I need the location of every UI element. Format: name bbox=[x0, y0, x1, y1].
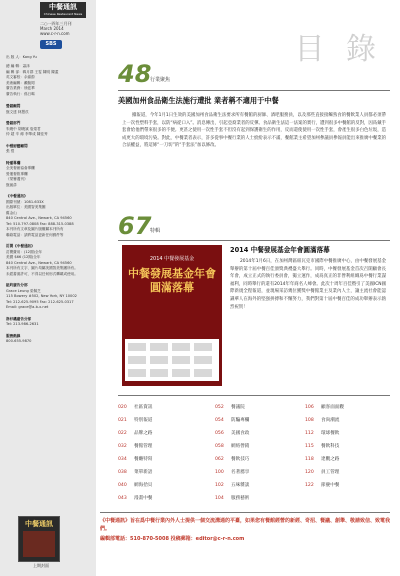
index-page-number: 032 bbox=[118, 444, 127, 449]
section-line: 800-655-9870 bbox=[6, 339, 32, 343]
index-title: 餐館管理 bbox=[134, 444, 153, 449]
index-title: 餐飲科技 bbox=[321, 444, 340, 449]
index-page-number: 022 bbox=[118, 431, 127, 436]
section-line: 未經書面許可，不得以任何形式轉載或使用。 bbox=[6, 271, 78, 276]
index-page-number: 112 bbox=[305, 431, 314, 436]
section-line: 《榮譽週刊》 bbox=[6, 177, 28, 181]
index-item[interactable] bbox=[118, 417, 152, 423]
footer-divider bbox=[100, 512, 390, 513]
section-line: 本刊所有文章及圖片版權屬本刊所有 bbox=[6, 227, 64, 231]
article2-headline[interactable]: 2014 中餐發展基金年會圓滿落幕 bbox=[230, 246, 330, 254]
article2-page-number: 67 bbox=[118, 212, 152, 240]
section-title: 特邀專欄 bbox=[6, 160, 21, 165]
section-line: 國際刊號：1081-633X bbox=[6, 199, 44, 204]
section-line: 甄嵐彥 bbox=[6, 182, 17, 187]
section-line: 訂閱費用：(12期)全年 bbox=[6, 249, 43, 254]
index-title: 五味雜談 bbox=[231, 483, 250, 488]
issue-cn: 二○一四年三月刊 bbox=[40, 21, 72, 26]
article2-body: 2014年1月6日，在加州灣區紐瓦克市國際中餐推廣中心，由中餐發展基金舉辦的第十屆中餐百佳頒獎典禮盛大舉行。同時，中餐發展基金首次召開顧會長年會，成立正式的執行委員會，獨立運作，成爲真正的非營利組織爲中餐行業謀福利，同時舉行的還有2014年年商名人峰會。此次十周年百佳暨引了美國ICN國際新規全程報道，並現場采訪幾位獲獎中餐館業主及業內人士，讓主流社會能認識華人在海外的堅强拼搏和不懈努力，我們對第十屆中餐百佳的成功舉辦表示熱烈祝賀！ bbox=[230, 259, 386, 310]
index-item[interactable] bbox=[118, 443, 152, 449]
section-line: 仲 超 辛 蒔 李華成 陳佳秀 bbox=[6, 132, 48, 136]
index-title: 食尚潮流 bbox=[321, 418, 340, 423]
index-title: 餐議院 bbox=[231, 405, 245, 410]
publisher-line: 出 版 人：Kong Yu bbox=[6, 55, 37, 59]
masthead-section bbox=[6, 283, 92, 311]
index-item[interactable] bbox=[118, 495, 152, 501]
index-page-number: 058 bbox=[215, 444, 224, 449]
section-line: 美國 $66 (12期)全年 bbox=[6, 255, 41, 259]
logo-title: 中餐通訊 bbox=[49, 3, 77, 11]
index-title: 員工管理 bbox=[321, 470, 340, 475]
section-line: Email: grace@a-b-x.net bbox=[6, 305, 49, 309]
index-title: 環球餐飲 bbox=[321, 431, 340, 436]
index-page-number: 122 bbox=[305, 483, 314, 488]
index-item[interactable] bbox=[215, 495, 249, 501]
index-item[interactable] bbox=[215, 443, 249, 449]
masthead-section bbox=[6, 104, 92, 115]
index-item[interactable] bbox=[215, 417, 249, 423]
section-line: 本刊所有文字、圖片均屬美國智美集團所有。 bbox=[6, 266, 78, 270]
index-title: 漫畫中餐 bbox=[134, 496, 153, 501]
index-divider bbox=[118, 395, 390, 396]
index-title: 顧客面面觀 bbox=[321, 405, 344, 410]
footer-note: 《中餐通訊》旨在爲中餐行業內外人士提供一個交流溝通的平臺，如果您有餐館經營的新經、奇招、餐議、創舉、敬請致信、致電我們。 bbox=[100, 518, 391, 532]
cover-caption: 上期封面 bbox=[33, 563, 49, 568]
index-page-number: 106 bbox=[305, 405, 314, 410]
editorial-staff bbox=[6, 64, 92, 97]
article1-body: 據報道，今年1月1日生效的美國加州食品衛生法要求所有餐館的厨師、酒吧服務員，以及那些直接接觸熟食的餐飲業人員都必須帶上一次性塑料手套，以防“病從口入”。消息傳出，引起亞裔業者的反彈。食品衛生法這一法案的實行，遭到很多中餐館的反對，因爲戴手套會給他們帶來很多的不便。更甚之使用一次性手套不但沒有起到保護衛生的作用，反而還使使用一次性手套，會產生很多白色垃圾，造成更大的環境污染。對此，中餐業者表示，許多從事中餐行業的人士紛紛表示不滿，餐館業主希望加州參議員參報員能出來推廣中餐業的合法權益，將這條“一刀切”的“手套法”加以修改。 bbox=[122, 113, 386, 149]
index-page-number: 040 bbox=[118, 483, 127, 488]
index-page-number: 118 bbox=[305, 457, 314, 462]
section-title: 紐約廣告分部 bbox=[6, 283, 28, 287]
section-title: 中餐厨藝顧問 bbox=[6, 143, 28, 148]
article1-divider bbox=[118, 90, 390, 91]
logo-subtitle: Chinese Restaurant News bbox=[43, 12, 83, 16]
section-line: Tel: 510-797-0808 Fax: 888-315-0388 bbox=[6, 221, 74, 226]
footer-contact[interactable]: 編輯部電話：510-870-5008 投稿郵箱：editor@c-r-n.com bbox=[100, 536, 245, 542]
section-line: Tel: 212-625-9095 Fax: 212-625-0317 bbox=[6, 299, 74, 304]
sbs-logo: SBS bbox=[40, 40, 62, 49]
section-line: 全美餐館協會專欄 bbox=[6, 166, 35, 170]
index-item[interactable] bbox=[118, 430, 152, 436]
article2-image bbox=[122, 245, 222, 386]
index-page-number: 115 bbox=[305, 444, 314, 449]
index-item[interactable] bbox=[305, 404, 344, 410]
index-page-number: 056 bbox=[215, 431, 224, 436]
masthead-section bbox=[6, 161, 92, 189]
index-item[interactable] bbox=[305, 456, 339, 462]
index-item[interactable] bbox=[118, 469, 152, 475]
index-page-number: 052 bbox=[215, 405, 224, 410]
index-item[interactable] bbox=[215, 482, 249, 488]
section-title: 營銷顧問 bbox=[6, 104, 21, 108]
index-title: 節慶中餐 bbox=[321, 483, 340, 488]
section-title: 洛杉磯廣告分部 bbox=[6, 316, 32, 321]
masthead-section bbox=[6, 334, 92, 345]
section-line: 840 Central Ave., Newark, CA 94560 bbox=[6, 260, 72, 265]
index-item[interactable] bbox=[215, 469, 249, 475]
masthead-section bbox=[6, 144, 92, 155]
index-item[interactable] bbox=[305, 482, 339, 488]
index-page-number: 043 bbox=[118, 496, 127, 501]
index-page-number: 054 bbox=[215, 418, 224, 423]
section-title: 訂閱《中餐通訊》 bbox=[6, 244, 35, 248]
index-title: 服務藝術 bbox=[231, 496, 250, 501]
editorial-line: 美術編輯：戴毓岡 bbox=[6, 80, 35, 85]
section-title: 《中餐通訊》 bbox=[6, 194, 28, 198]
website[interactable]: www.c-r-n.com bbox=[40, 31, 70, 36]
masthead-section bbox=[6, 317, 92, 328]
cover-photo bbox=[23, 531, 55, 557]
index-title: 網絡營銷 bbox=[231, 444, 250, 449]
index-item[interactable] bbox=[305, 443, 339, 449]
index-item[interactable] bbox=[215, 430, 249, 436]
section-line: 115 Bowery #502, New York, NY 10002 bbox=[6, 294, 77, 298]
section-line: 甄文達 林慧苡 bbox=[6, 109, 29, 114]
index-page-number: 038 bbox=[118, 470, 127, 475]
article2-section: 特輯 bbox=[150, 228, 161, 234]
section-line: 出版單位：美國智美集團 bbox=[6, 205, 46, 209]
cover-title: 中餐通訊 bbox=[25, 520, 53, 528]
index-item[interactable] bbox=[118, 404, 152, 410]
editorial-line: 廣告執行：孫日暘 bbox=[6, 91, 35, 96]
index-item[interactable] bbox=[305, 417, 339, 423]
index-page-number: 104 bbox=[215, 496, 224, 501]
magazine-logo bbox=[40, 2, 86, 18]
index-page-number: 102 bbox=[215, 483, 224, 488]
index-title: 網海拾貝 bbox=[134, 483, 153, 488]
index-page-number: 108 bbox=[305, 418, 314, 423]
article1-page-number: 48 bbox=[118, 60, 152, 88]
image-caption-main: 中餐發展基金年會圓滿落幕 bbox=[128, 267, 216, 294]
index-title: 達觀之路 bbox=[321, 457, 340, 462]
index-title: 美國食政 bbox=[231, 431, 250, 436]
index-title: 名著薦享 bbox=[231, 470, 250, 475]
index-item[interactable] bbox=[305, 469, 339, 475]
masthead-section bbox=[6, 121, 92, 138]
editorial-line: 英文審校：余嘉蔚 bbox=[6, 75, 35, 79]
index-page-number: 020 bbox=[118, 405, 127, 410]
masthead-section bbox=[6, 244, 92, 277]
section-title: 營銷部門 bbox=[6, 121, 21, 125]
editorial-line: 編 輯 部：韓月群 王雯 陳明 陳蓋 bbox=[6, 69, 59, 74]
index-title: 特別報道 bbox=[134, 418, 153, 423]
index-item[interactable] bbox=[215, 404, 245, 410]
index-page-number: 062 bbox=[215, 457, 224, 462]
sponsor-logos bbox=[125, 339, 219, 381]
section-line: 舊金山 bbox=[6, 210, 17, 215]
section-line: 朱曉中 胡曉斌 詹煌君 bbox=[6, 126, 41, 131]
section-line: Grace Leung 梁佩芝 bbox=[6, 288, 41, 293]
index-title: 菜單新語 bbox=[134, 470, 153, 475]
article2-divider bbox=[118, 240, 390, 241]
image-caption-top: 2014 中餐發展基金 bbox=[149, 256, 195, 262]
article1-headline[interactable]: 美國加州食品衛生法施行遭批 業者稱不適用于中餐 bbox=[118, 96, 279, 105]
section-line: 張 愷 bbox=[6, 149, 15, 153]
index-item[interactable] bbox=[118, 456, 152, 462]
section-line: 聯絡電話：請將電話更新任何郵件等 bbox=[6, 232, 64, 237]
previous-cover-image bbox=[18, 516, 60, 562]
index-title: 防騙專欄 bbox=[231, 418, 250, 423]
index-page-number: 021 bbox=[118, 418, 127, 423]
index-item[interactable] bbox=[215, 456, 249, 462]
masthead-section bbox=[6, 194, 92, 238]
masthead-sidebar bbox=[0, 0, 96, 576]
index-page-number: 034 bbox=[118, 457, 127, 462]
index-page-number: 100 bbox=[215, 470, 224, 475]
editorial-line: 總 編 輯：蕭沫 bbox=[6, 64, 30, 68]
index-title: 餐廳特寫 bbox=[134, 457, 153, 462]
issue-en: March 2014 bbox=[40, 26, 64, 31]
article1-section: 行業聚焦 bbox=[150, 77, 171, 83]
index-title: 社區資訊 bbox=[134, 405, 153, 410]
index-page-number: 120 bbox=[305, 470, 314, 475]
page-title: 目 錄 bbox=[294, 32, 382, 67]
section-line: 840 Central Ave., Newark, CA 94560 bbox=[6, 216, 72, 220]
index-title: 品牌之路 bbox=[134, 431, 153, 436]
index-item[interactable] bbox=[305, 430, 339, 436]
index-item[interactable] bbox=[118, 482, 152, 488]
index-title: 餐飲技巧 bbox=[231, 457, 250, 462]
section-title: 服務熱線 bbox=[6, 333, 21, 338]
section-line: Tel: 213-986-2631 bbox=[6, 322, 39, 326]
section-line: 營運餐飲專欄 bbox=[6, 171, 28, 176]
editorial-line: 廣告業務：徐廷華 bbox=[6, 86, 35, 90]
